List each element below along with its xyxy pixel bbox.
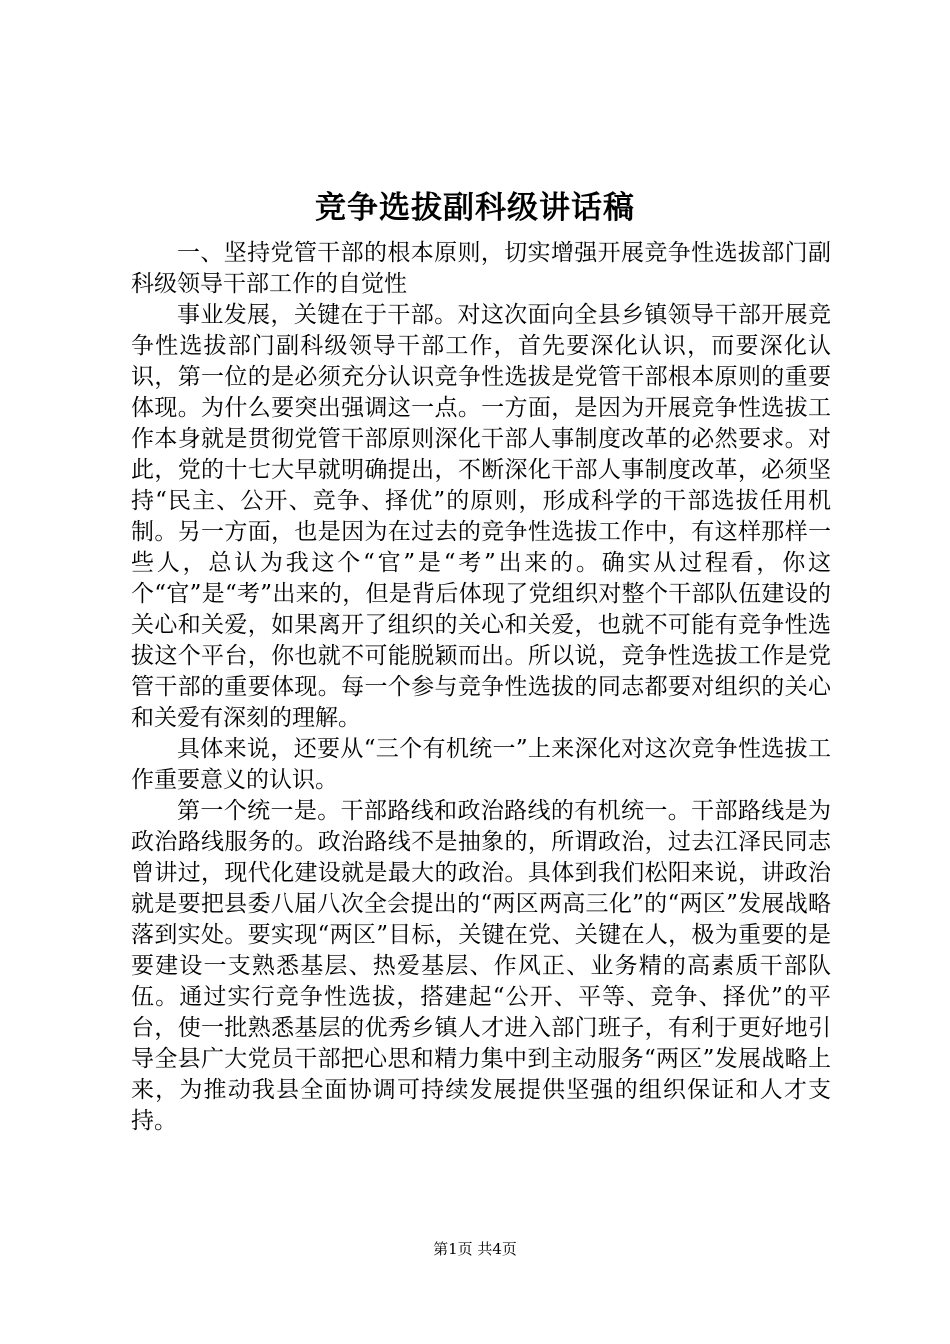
document-body — [131, 238, 831, 1137]
paragraph-1: 事业发展，关键在于干部。对这次面向全县乡镇领导干部开展竞争性选拔部门副科级领导干部工作，首先要深化认识，而要深化认识，第一位的是必须充分认识竞争性选拔是党管干部根本原则的重要体现。为什么要突出强调这一点。一方面，是因为开展竞争性选拔工作本身就是贯彻党管干部原则深化干部人事制度改革的必然要求。对此，党的十七大早就明确提出，不断深化干部人事制度改革，必须坚持“民主、公开、竞争、择优”的原则，形成科学的干部选拔任用机制。另一方面，也是因为在过去的竞争性选拔工作中，有这样那样一些人，总认为我这个“官”是“考”出来的。确实从过程看，你这个“官”是“考”出来的，但是背后体现了党组织对整个干部队伍建设的关心和关爱，如果离开了组织的关心和关爱，也就不可能有竞争性选拔这个平台，你也就不可能脱颖而出。所以说，竞争性选拔工作是党管干部的重要体现。每一个参与竞争性选拔的同志都要对组织的关心和关爱有深刻的理解。 — [131, 302, 831, 731]
paragraph-2: 具体来说，还要从“三个有机统一”上来深化对这次竞争性选拔工作重要意义的认识。 — [131, 736, 831, 793]
paragraph-section-heading: 一、坚持党管干部的根本原则，切实增强开展竞争性选拔部门副科级领导干部工作的自觉性 — [131, 240, 831, 297]
page-footer: 第1页 共4页 — [433, 1240, 517, 1258]
page-title: 竞争选拔副科级讲话稿 — [315, 190, 635, 226]
paragraph-3: 第一个统一是。干部路线和政治路线的有机统一。干部路线是为政治路线服务的。政治路线不是抽象的，所谓政治，过去江泽民同志曾讲过，现代化建设就是最大的政治。具体到我们松阳来说，讲政治就是要把县委八届八次全会提出的“两区两高三化”的“两区”发展战略落到实处。要实现“两区”目标，关键在党、关键在人，极为重要的是要建设一支熟悉基层、热爱基层、作风正、业务精的高素质干部队伍。通过实行竞争性选拔，搭建起“公开、平等、竞争、择优”的平台，使一批熟悉基层的优秀乡镇人才进入部门班子，有利于更好地引导全县广大党员干部把心思和精力集中到主动服务“两区”发展战略上来，为推动我县全面协调可持续发展提供坚强的组织保证和人才支持。 — [131, 798, 831, 1134]
